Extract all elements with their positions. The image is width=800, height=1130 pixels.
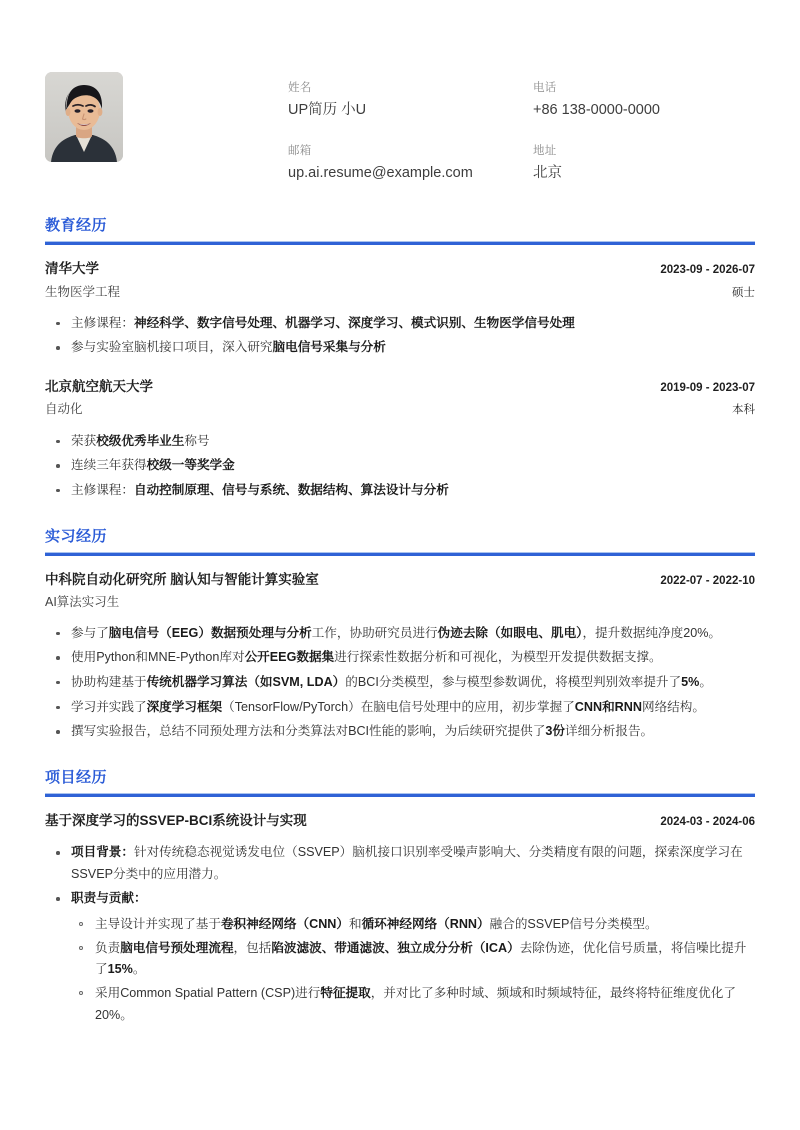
bullet-item xyxy=(45,431,755,453)
text-emphasis: 脑电信号（EEG）数据预处理与分析 xyxy=(108,625,312,640)
text-emphasis: 陷波滤波、带通滤波、独立成分分析（ICA） xyxy=(271,940,520,955)
text-run: 针对传统稳态视觉诱发电位（SSVEP）脑机接口识别率受噪声影响大、分类精度有限的问题，探索深度学习在SSVEP分类中的应用潜力。 xyxy=(71,845,743,881)
entry-subtitle: 生物医学工程 xyxy=(45,284,121,299)
contact-name xyxy=(288,80,533,121)
contact-phone xyxy=(533,80,755,121)
text-emphasis: 5% xyxy=(681,674,700,689)
bullet-item xyxy=(45,842,755,885)
text-run: 主修课程： xyxy=(71,482,134,497)
section-education-title: 教育经历 xyxy=(45,217,108,235)
text-run: 。 xyxy=(132,962,146,977)
sub-bullet-item xyxy=(71,914,755,936)
contact-name-value: UP简历 小U xyxy=(288,102,367,119)
section-internship xyxy=(45,528,755,743)
text-emphasis: 项目背景： xyxy=(71,845,134,860)
entry-date-range: 2019-09 - 2023-07 xyxy=(660,382,755,395)
contact-address-value: 北京 xyxy=(533,164,562,181)
text-run: 网络结构。 xyxy=(641,699,705,714)
resume-entry xyxy=(45,570,755,743)
photo-container xyxy=(45,72,123,162)
avatar xyxy=(45,72,123,162)
text-run: ，提升数据纯净度20%。 xyxy=(582,625,722,640)
entry-header-row xyxy=(45,259,755,279)
bullet-item xyxy=(45,480,755,502)
resume-entry xyxy=(45,811,755,1027)
bullet-item xyxy=(45,721,755,743)
text-run: （TensorFlow/PyTorch）在脑电信号处理中的应用，初步掌握了 xyxy=(222,699,575,714)
resume-entry xyxy=(45,377,755,501)
education-entries xyxy=(45,259,755,501)
text-run: 荣获 xyxy=(71,433,97,448)
internship-entries xyxy=(45,570,755,743)
contact-phone-value: +86 138-0000-0000 xyxy=(533,102,660,119)
text-run: 称号 xyxy=(184,433,210,448)
entry-header-row xyxy=(45,570,755,590)
text-emphasis: 传统机器学习算法（如SVM, LDA） xyxy=(146,674,346,689)
text-emphasis: 公开EEG数据集 xyxy=(244,650,335,665)
resume-entry xyxy=(45,259,755,359)
entry-subtitle: AI算法实习生 xyxy=(45,594,120,609)
sub-bullet-item xyxy=(71,938,755,981)
contact-grid xyxy=(288,72,755,183)
entry-subheader-row xyxy=(45,283,755,302)
text-run: 主修课程： xyxy=(71,315,134,330)
contact-email-value: up.ai.resume@example.com xyxy=(288,164,473,181)
text-run: 融合的SSVEP信号分类模型。 xyxy=(489,917,658,932)
bullet-item xyxy=(45,888,755,1026)
text-run: 去除伪迹，优化信号质量，将信噪比提升了 xyxy=(95,940,747,977)
contact-email xyxy=(288,143,533,184)
text-run: 的BCI分类模型，参与模型参数调优，将模型判别效率提升了 xyxy=(345,674,682,689)
text-emphasis: 深度学习框架 xyxy=(146,699,223,714)
section-education xyxy=(45,217,755,501)
sub-bullet-item xyxy=(71,983,755,1026)
text-emphasis: 伪迹去除（如眼电、肌电） xyxy=(437,625,583,640)
entry-subtitle: 自动化 xyxy=(45,402,83,417)
text-emphasis: 职责与贡献： xyxy=(71,891,147,906)
text-emphasis: 3份 xyxy=(545,724,565,739)
entry-organization: 清华大学 xyxy=(45,261,99,277)
contact-email-label: 邮箱 xyxy=(288,144,312,157)
text-run: 进行探索性数据分析和可视化，为模型开发提供数据支撑。 xyxy=(334,650,662,665)
section-divider xyxy=(45,793,755,797)
resume-header xyxy=(45,0,755,183)
bullet-item xyxy=(45,623,755,645)
entry-date-range: 2024-03 - 2024-06 xyxy=(660,815,755,828)
text-run: 使用Python和MNE-Python库对 xyxy=(71,650,245,665)
section-internship-title: 实习经历 xyxy=(45,527,108,545)
text-run: 学习并实践了 xyxy=(71,699,147,714)
text-run: 连续三年获得 xyxy=(71,458,147,473)
text-emphasis: 脑电信号采集与分析 xyxy=(272,340,386,355)
text-emphasis: 特征提取 xyxy=(320,986,371,1001)
text-run: ，并对比了多种时域、频域和时频域特征，最终将特征维度优化了20%。 xyxy=(95,986,736,1022)
bullet-item xyxy=(45,672,755,694)
text-emphasis: 循环神经网络（RNN） xyxy=(361,917,490,932)
entry-date-range: 2023-09 - 2026-07 xyxy=(660,264,755,277)
entry-bullet-list xyxy=(45,842,755,1026)
entry-sub-bullet-list xyxy=(71,914,755,1026)
entry-subheader-row xyxy=(45,593,755,612)
bullet-item xyxy=(45,313,755,335)
entry-organization: 北京航空航天大学 xyxy=(45,379,153,395)
text-run: 和 xyxy=(348,917,362,932)
text-run: ，包括 xyxy=(233,940,272,955)
text-run: 撰写实验报告，总结不同预处理方法和分类算法对BCI性能的影响，为后续研究提供了 xyxy=(71,724,546,739)
entry-organization: 中科院自动化研究所 脑认知与智能计算实验室 xyxy=(45,571,319,587)
bullet-item xyxy=(45,455,755,477)
entry-bullet-list xyxy=(45,623,755,743)
text-run: 工作，协助研究员进行 xyxy=(311,625,438,640)
entry-date-range: 2022-07 - 2022-10 xyxy=(660,574,755,587)
text-run: 参与了 xyxy=(71,625,109,640)
text-run: 详细分析报告。 xyxy=(564,724,654,739)
text-run: 。 xyxy=(699,674,712,689)
text-run: 协助构建基于 xyxy=(71,674,147,689)
contact-phone-label: 电话 xyxy=(533,82,557,94)
text-emphasis: 校级优秀毕业生 xyxy=(96,433,185,448)
contact-address-label: 地址 xyxy=(533,144,557,157)
text-run: 参与实验室脑机接口项目，深入研究 xyxy=(71,340,273,355)
text-run: 负责 xyxy=(95,940,121,955)
bullet-item xyxy=(45,647,755,669)
entry-header-row xyxy=(45,377,755,397)
entry-subheader-row xyxy=(45,400,755,419)
section-divider xyxy=(45,552,755,556)
project-entries xyxy=(45,811,755,1027)
section-divider xyxy=(45,241,755,245)
text-emphasis: 神经科学、数字信号处理、机器学习、深度学习、模式识别、生物医学信号处理 xyxy=(133,315,575,330)
text-emphasis: 卷积神经网络（CNN） xyxy=(220,917,349,932)
text-emphasis: CNN和RNN xyxy=(574,699,642,714)
text-run: 采用Common Spatial Pattern (CSP)进行 xyxy=(95,986,321,1001)
section-project xyxy=(45,769,755,1027)
entry-degree: 本科 xyxy=(732,404,755,417)
entry-header-row xyxy=(45,811,755,831)
section-project-title: 项目经历 xyxy=(45,768,108,786)
text-emphasis: 脑电信号预处理流程 xyxy=(120,940,234,955)
text-emphasis: 自动控制原理、信号与系统、数据结构、算法设计与分析 xyxy=(133,482,449,497)
contact-name-label: 姓名 xyxy=(288,82,312,94)
contact-address xyxy=(533,143,755,184)
entry-bullet-list xyxy=(45,313,755,359)
text-run: 主导设计并实现了基于 xyxy=(95,917,221,932)
entry-organization: 基于深度学习的SSVEP-BCI系统设计与实现 xyxy=(45,812,307,828)
text-emphasis: 15% xyxy=(107,962,133,977)
bullet-item xyxy=(45,697,755,719)
entry-bullet-list xyxy=(45,431,755,502)
bullet-item xyxy=(45,337,755,359)
entry-degree: 硕士 xyxy=(732,286,755,299)
text-emphasis: 校级一等奖学金 xyxy=(146,458,235,473)
